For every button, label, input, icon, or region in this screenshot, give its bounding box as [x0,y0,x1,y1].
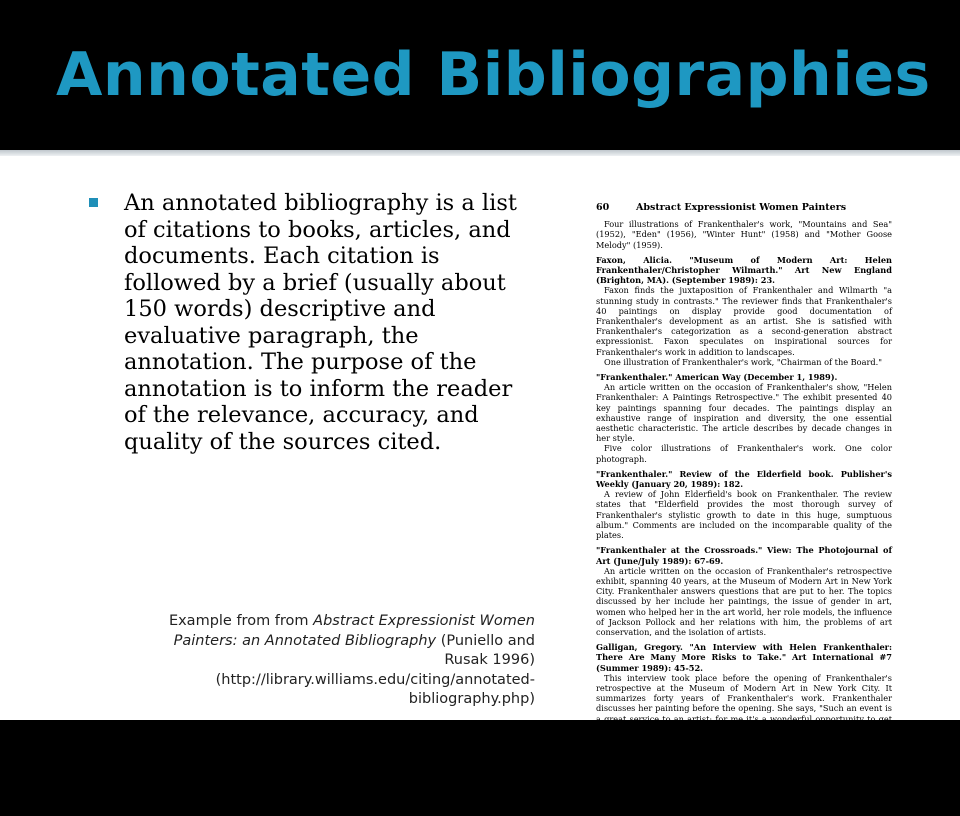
entry-annotation: A review of John Elderfield's book on Frankenthaler. The review states that "Elderfield provides the most thorough survey of Frankenthaler's stylistic growth to date in this huge, sumptuous album." Comments are included on the incomparable quality of the plates. [596,489,892,541]
bibliography-entry [596,545,892,637]
example-caption [140,612,535,710]
bibliography-entry [596,642,892,815]
bullet-text: An annotated bibliography is a list of citations to books, articles, and documents. Each citation is followed by a brief (usually about 150 words) descriptive and evaluative paragraph, the annotation. The purpose of the annotation is to inform the reader of the relevance, accuracy, and quality of the sources cited. [124,190,517,455]
entry-note: One black-and-white photograph of Frankenthaler in her studio. Three color illustrations of Frankenthaler's work, "Sugar Blues" (1989), "Swedish Dreams" (1988) and "Casanova" (1988). [596,784,892,816]
entry-annotation: An article written on the occasion of Frankenthaler's retrospective exhibit, spanning 40 years, at the Museum of Modern Art in New York City. Frankenthaler answers questions that are put to her. The topics discussed by her include her paintings, the issue of gender in art, women who helped her in the art world, her role models, the influence of Jackson Pollock and her relations with him, the problems of art conservation, and the isolation of artists. [596,565,892,637]
entry-citation: Faxon, Alicia. "Museum of Modern Art: Helen Frankenthaler/Christopher Wilmarth." Art New England (Brighton, MA). (September 1989): 23. [596,254,892,286]
bibliography-entry [596,372,892,464]
entry-note: Five color illustrations of Frankenthaler's work. One color photograph. [596,443,892,464]
caption-book-title: Abstract Expressionist Women Painters: an Annotated Bibliography [173,613,535,649]
entry-annotation: Faxon finds the juxtaposition of Frankenthaler and Wilmarth "a stunning study in contrasts." The reviewer finds that Frankenthaler's 40 paintings on display provide good documentation of Frankenthaler's development as an artist. She is satisfied with Frankenthaler's categorization as a second-generation abstract expressionist. Faxon speculates on inspirational sources for Frankenthaler's work in addition to landscapes. [596,285,892,357]
example-bibliography-page [568,193,898,816]
entry-annotation: This interview took place before the opening of Frankenthaler's retrospective at the Museum of Modern Art in New York City. It summarizes forty years of Frankenthaler's work. Frankenthaler discusses her painting before the opening. She says, "Such an event is a great service to an artist; for me it's a wonderful opportunity to get my bearings and envisage the next steps of the journey." Frankenthaler explains her work and her feelings about different media she worked in, including sculpture, mixed media, work from nature, costumes, and sets for the Royal Ballet. She singles out painting as her main medium, and discusses her approach to painting in terms of continuity. [596,672,892,785]
square-bullet-icon [89,198,98,207]
intro-entry [596,219,892,250]
entry-annotation: An article written on the occasion of Frankenthaler's show, "Helen Frankenthaler: A Paintings Retrospective." The exhibit presented 40 key paintings spanning four decades. The paintings display an exhaustive range of inspiration and diversity, the one essential aesthetic characteristic. The article describes by decade changes in her style. [596,382,892,444]
bibliography-entry [596,469,892,540]
caption-prefix: Example from from [168,613,314,629]
intro-text: Four illustrations of Frankenthaler's work, "Mountains and Sea" (1952), "Eden" (1956), "Winter Hunt" (1958) and "Mother Goose Melody" (1959). [596,219,892,250]
bibliography-entry [596,255,892,367]
page-header [596,203,898,213]
entry-citation: "Frankenthaler." Review of the Elderfield book. Publisher's Weekly (January 20, 1989): 182. [596,468,892,490]
entry-citation: Galligan, Gregory. "An Interview with Helen Frankenthaler: There Are Many More Risks to Take." Art International #7 (Summer 1989): 45-52. [596,642,892,673]
title-bar [0,0,960,150]
caption-suffix: (Puniello and Rusak 1996) (http://library.williams.edu/citing/annotated-bibliography.php) [215,632,535,707]
running-head: Abstract Expressionist Women Painters [636,202,847,213]
bullet-point [90,190,520,455]
page-number: 60 [596,202,610,213]
entry-citation: "Frankenthaler at the Crossroads." View: The Photojournal of Art (June/July 1989): 67-69. [596,545,892,566]
entry-citation: "Frankenthaler." American Way (December 1, 1989). [596,372,838,383]
slide-title: Annotated Bibliographies [56,40,931,110]
entry-note: One illustration of Frankenthaler's work, "Chairman of the Board." [604,356,883,367]
page-body [596,219,892,815]
